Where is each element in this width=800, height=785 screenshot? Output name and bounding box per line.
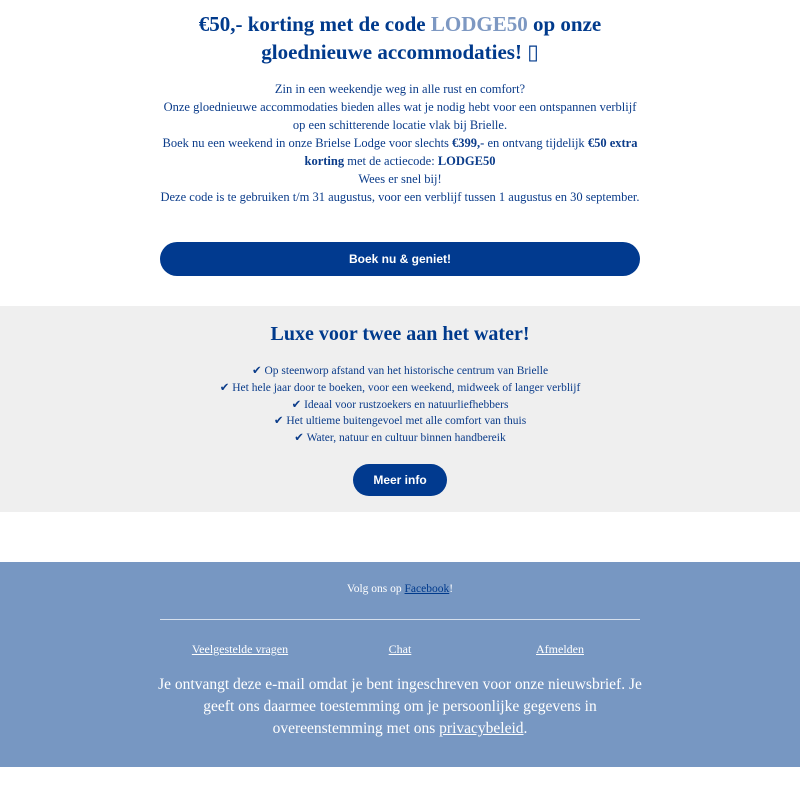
faq-link[interactable]: Veelgestelde vragen — [191, 642, 289, 656]
intro-description: Onze gloednieuwe accommodaties bieden alles wat je nodig hebt voor een ontspannen verblijf op een schitterende locatie vlak bij Brielle. — [163, 100, 637, 132]
urgency-text: Wees er snel bij! — [358, 172, 442, 186]
promo-code-highlight: LODGE50 — [430, 12, 528, 36]
more-info-button[interactable]: Meer info — [353, 464, 447, 496]
luxury-title: Luxe voor twee aan het water! — [270, 323, 530, 345]
privacy-policy-link[interactable]: privacybeleid — [439, 720, 524, 737]
unsubscribe-link[interactable]: Afmelden — [536, 642, 584, 656]
emoji-placeholder-icon: ▯ — [527, 40, 539, 64]
chat-link[interactable]: Chat — [388, 642, 412, 656]
feature-item: ✔ Ideaal voor rustzoekers en natuurliefhebbers — [291, 398, 509, 411]
luxury-section — [0, 306, 800, 512]
book-now-button[interactable]: Boek nu & geniet! — [160, 242, 640, 276]
offer-text: Boek nu een weekend in onze Brielse Lodge voor slechts €399,- en ontvang tijdelijk €50 extra korting met de actiecode: LODGE50 — [162, 136, 638, 168]
footer-divider — [160, 619, 640, 620]
feature-item: ✔ Op steenworp afstand van het historische centrum van Brielle — [251, 365, 549, 377]
feature-item: ✔ Het hele jaar door te boeken, voor een weekend, midweek of langer verblijf — [219, 381, 581, 394]
subscription-notice: Je ontvangt deze e-mail omdat je bent ingeschreven voor onze nieuwsbrief. Je geeft ons daarmee toestemming om je persoonlijke gegevens in overeenstemming met ons privacybeleid. — [158, 676, 642, 737]
facebook-link[interactable]: Facebook — [404, 583, 450, 595]
offer-discount: €50 extra korting — [304, 136, 638, 168]
hero-section — [0, 0, 800, 306]
follow-us-text: Volg ons op Facebook! — [346, 583, 454, 595]
footer — [0, 562, 800, 767]
offer-code: LODGE50 — [437, 154, 496, 168]
feature-item: ✔ Water, natuur en cultuur binnen handbereik — [294, 432, 506, 445]
intro-question: Zin in een weekendje weg in alle rust en comfort? — [274, 82, 526, 96]
hero-title: €50,- korting met de code LODGE50 op onze gloednieuwe accommodaties! ▯ — [198, 12, 602, 64]
feature-item: ✔ Het ultieme buitengevoel met alle comfort van thuis — [273, 415, 527, 428]
offer-price: €399,- — [452, 136, 485, 150]
feature-list — [0, 363, 800, 447]
footer-links — [160, 642, 640, 658]
validity-text: Deze code is te gebruiken t/m 31 augustus, voor een verblijf tussen 1 augustus en 30 september. — [160, 190, 640, 204]
hero-body — [160, 80, 640, 206]
